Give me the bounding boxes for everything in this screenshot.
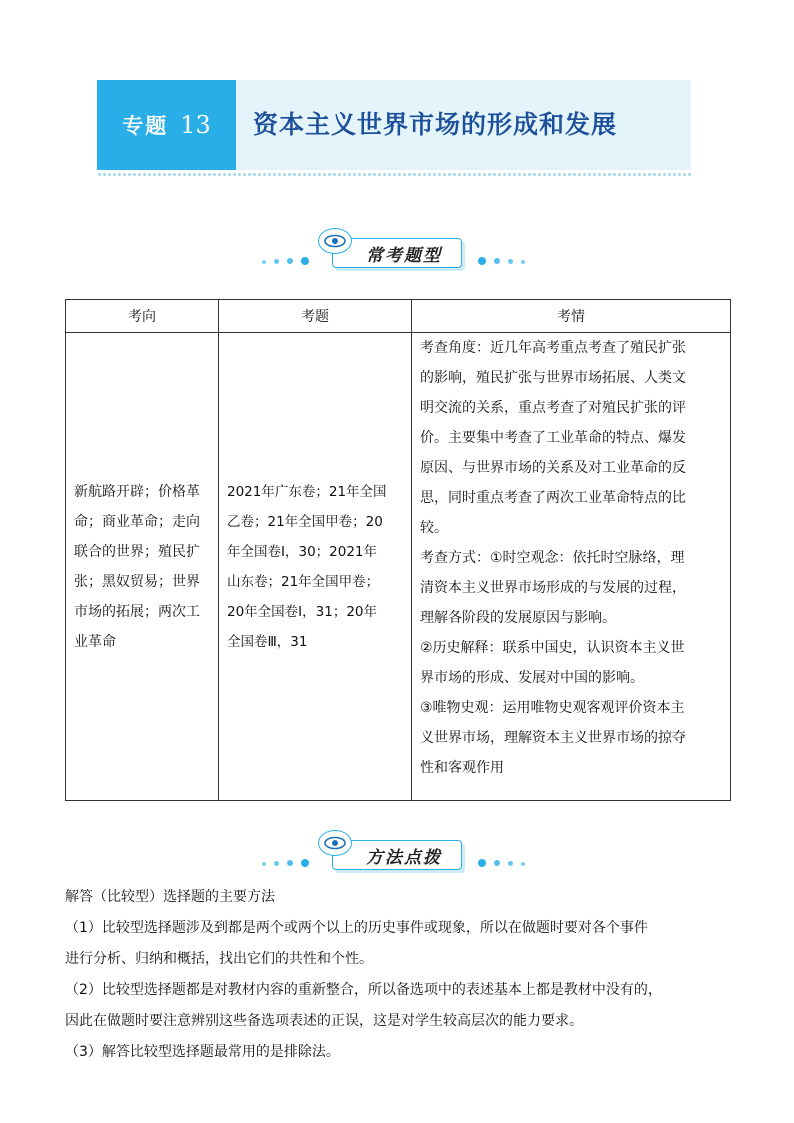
eye-icon xyxy=(318,228,352,254)
cell-line: 山东卷；21年全国甲卷； xyxy=(227,573,380,590)
decor-dot xyxy=(262,862,266,866)
method-line: （2）比较型选择题都是对教材内容的重新整合，所以备选项中的表述基本上都是教材中没有的， xyxy=(65,982,662,998)
method-line: （1）比较型选择题涉及到都是两个或两个以上的历史事件或现象，所以在做题时要对各个事件 xyxy=(65,920,648,936)
cell-line: 乙卷；21年全国甲卷；20 xyxy=(227,513,383,530)
cell-line: 20年全国卷Ⅰ，31；20年 xyxy=(227,603,378,620)
page-title: 资本主义世界市场的形成和发展 xyxy=(253,110,618,139)
cell-line: 张；黑奴贸易；世界 xyxy=(74,573,200,590)
cell-line: 清资本主义世界市场形成的与发展的过程， xyxy=(420,580,686,596)
decor-dot xyxy=(494,258,500,264)
banner-dotted-rule xyxy=(97,172,691,178)
topic-number: 13 xyxy=(180,111,211,139)
cell-line: 业革命 xyxy=(74,633,116,650)
cell-line: 新航路开辟；价格革 xyxy=(74,483,200,500)
table-header-row xyxy=(66,300,731,333)
cell-line: 联合的世界；殖民扩 xyxy=(74,543,200,560)
decor-dot xyxy=(478,257,486,265)
decor-dot xyxy=(494,860,500,866)
exam-analysis-table xyxy=(65,299,731,801)
topic-tag: 专题 xyxy=(122,113,169,138)
decor-dot xyxy=(262,260,266,264)
method-line: 进行分析、归纳和概括，找出它们的共性和个性。 xyxy=(65,951,373,967)
table-row xyxy=(66,333,731,801)
cell-line: 义世界市场，理解资本主义世界市场的掠夺 xyxy=(420,730,686,746)
section-header-method xyxy=(0,830,794,890)
cell-line: ②历史解释：联系中国史，认识资本主义世 xyxy=(420,640,685,656)
decor-dot xyxy=(521,260,525,264)
cell-line: 思，同时重点考查了两次工业革命特点的比 xyxy=(420,490,686,506)
cell-line: 明交流的关系，重点考查了对殖民扩张的评 xyxy=(420,400,686,416)
cell-line: 较。 xyxy=(420,520,448,536)
cell-line: 考查方式：①时空观念：依托时空脉络，理 xyxy=(420,550,685,566)
decor-dot xyxy=(274,259,279,264)
cell-line: 2021年广东卷；21年全国 xyxy=(227,483,387,500)
topic-banner xyxy=(97,80,691,170)
eye-icon xyxy=(318,830,352,856)
decor-dot xyxy=(508,861,513,866)
decor-dot xyxy=(508,259,513,264)
cell-line: ③唯物史观：运用唯物史观客观评价资本主 xyxy=(420,700,685,716)
decor-dot xyxy=(521,862,525,866)
header-info: 考情 xyxy=(412,300,731,333)
section-header-common xyxy=(0,228,794,288)
cell-line: 全国卷Ⅲ，31 xyxy=(227,633,308,650)
section-title-method: 方法点拨 xyxy=(332,840,462,870)
method-line: （3）解答比较型选择题最常用的是排除法。 xyxy=(65,1044,340,1060)
cell-line: 考查角度：近几年高考重点考查了殖民扩张 xyxy=(420,340,686,356)
decor-dot xyxy=(301,859,309,867)
cell-line: 年全国卷Ⅰ，30；2021年 xyxy=(227,543,378,560)
decor-dot xyxy=(478,859,486,867)
method-line: 因此在做题时要注意辨别这些备选项表述的正误，这是对学生较高层次的能力要求。 xyxy=(65,1013,583,1029)
decor-dot xyxy=(274,861,279,866)
cell-line: 命；商业革命；走向 xyxy=(74,513,200,530)
cell-line: 的影响，殖民扩张与世界市场拓展、人类文 xyxy=(420,370,686,386)
method-heading: 解答（比较型）选择题的主要方法 xyxy=(65,889,275,905)
decor-dot xyxy=(287,860,293,866)
header-question: 考题 xyxy=(219,300,412,333)
topic-number-block xyxy=(97,80,236,170)
cell-direction xyxy=(66,333,219,801)
cell-line: 市场的拓展；两次工 xyxy=(74,603,200,620)
section-title-common: 常考题型 xyxy=(332,238,462,268)
cell-line: 界市场的形成、发展对中国的影响。 xyxy=(420,670,644,686)
cell-line: 性和客观作用 xyxy=(420,760,504,776)
cell-question xyxy=(219,333,412,801)
header-direction: 考向 xyxy=(66,300,219,333)
cell-line: 理解各阶段的发展原因与影响。 xyxy=(420,610,616,626)
method-content xyxy=(65,882,735,1068)
decor-dot xyxy=(301,257,309,265)
cell-line: 原因、与世界市场的关系及对工业革命的反 xyxy=(420,460,686,476)
cell-info xyxy=(412,333,731,801)
decor-dot xyxy=(287,258,293,264)
cell-line: 价。主要集中考查了工业革命的特点、爆发 xyxy=(420,430,686,446)
